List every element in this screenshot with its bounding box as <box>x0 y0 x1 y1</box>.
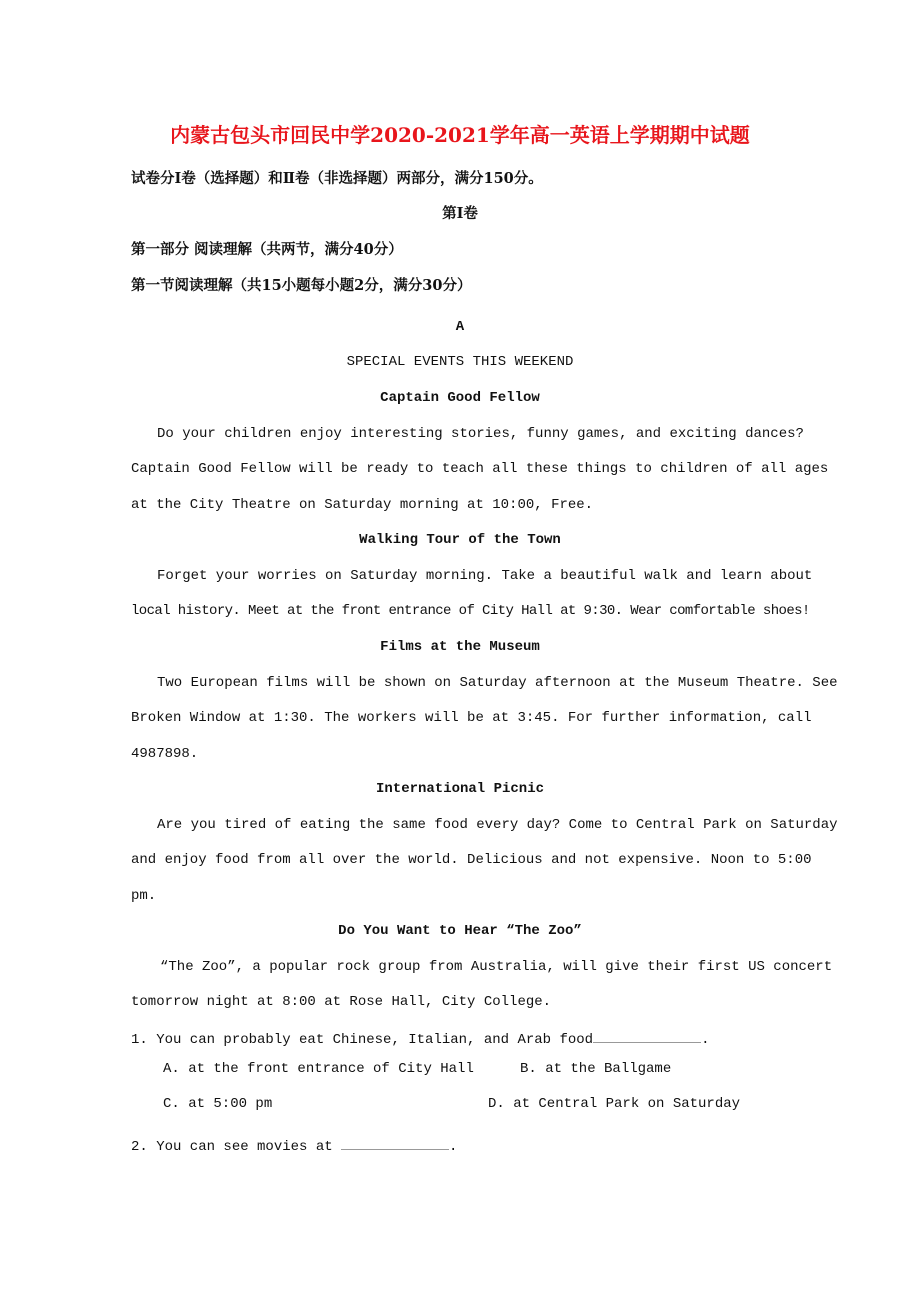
event-heading: Do You Want to Hear “The Zoo” <box>338 923 582 939</box>
passage-title: SPECIAL EVENTS THIS WEEKEND <box>346 354 574 370</box>
exam-intro: 试卷分Ⅰ卷（选择题）和Ⅱ卷（非选择题）两部分，满分150分。 <box>131 170 543 187</box>
question-1 <box>131 1028 709 1050</box>
text-line: at the City Theatre on Saturday morning at 10:00, Free. <box>131 497 594 513</box>
text-line: tomorrow night at 8:00 at Rose Hall, City College. <box>131 994 552 1010</box>
part-heading: 第一部分 阅读理解（共两节，满分40分） <box>131 241 403 258</box>
option-b: B. at the Ballgame <box>520 1061 672 1077</box>
text-line: local history. Meet at the front entrance of City Hall at 9:30. Wear comfortable shoes! <box>131 603 810 619</box>
section-heading: 第一节阅读理解（共15小题每小题2分，满分30分） <box>131 277 472 294</box>
answer-blank <box>341 1135 449 1150</box>
option-a: A. at the front entrance of City Hall <box>163 1061 474 1077</box>
event-heading: Walking Tour of the Town <box>359 532 561 548</box>
text-line: Do your children enjoy interesting stories, funny games, and exciting dances? <box>157 426 804 442</box>
passage-letter: A <box>455 319 465 335</box>
text-line: Two European films will be shown on Saturday afternoon at the Museum Theatre. See <box>157 675 838 691</box>
text-line: 4987898. <box>131 746 199 762</box>
text-line: Forget your worries on Saturday morning. Take a beautiful walk and learn about <box>157 568 813 584</box>
question-end: . <box>449 1139 458 1155</box>
answer-blank <box>593 1028 701 1043</box>
page-title: 内蒙古包头市回民中学2020-2021学年高一英语上学期期中试题 <box>170 123 750 147</box>
text-line: pm. <box>131 888 157 904</box>
text-line: Captain Good Fellow will be ready to teach all these things to children of all ages <box>131 461 829 477</box>
text-line: Are you tired of eating the same food every day? Come to Central Park on Saturday <box>157 817 838 833</box>
event-heading: International Picnic <box>375 781 545 797</box>
event-heading: Captain Good Fellow <box>380 390 540 406</box>
event-heading: Films at the Museum <box>380 639 540 655</box>
question-stem: 2. You can see movies at <box>131 1139 342 1155</box>
question-end: . <box>701 1032 710 1048</box>
option-c: C. at 5:00 pm <box>163 1096 273 1112</box>
option-d: D. at Central Park on Saturday <box>488 1096 741 1112</box>
text-line: “The Zoo”, a popular rock group from Australia, will give their first US concert <box>160 959 833 975</box>
question-stem: 1. You can probably eat Chinese, Italian, and Arab food <box>131 1032 594 1048</box>
volume-heading: 第Ⅰ卷 <box>442 205 478 222</box>
question-2 <box>131 1135 457 1157</box>
text-line: Broken Window at 1:30. The workers will be at 3:45. For further information, call <box>131 710 812 726</box>
text-line: and enjoy food from all over the world. Delicious and not expensive. Noon to 5:00 <box>131 852 812 868</box>
